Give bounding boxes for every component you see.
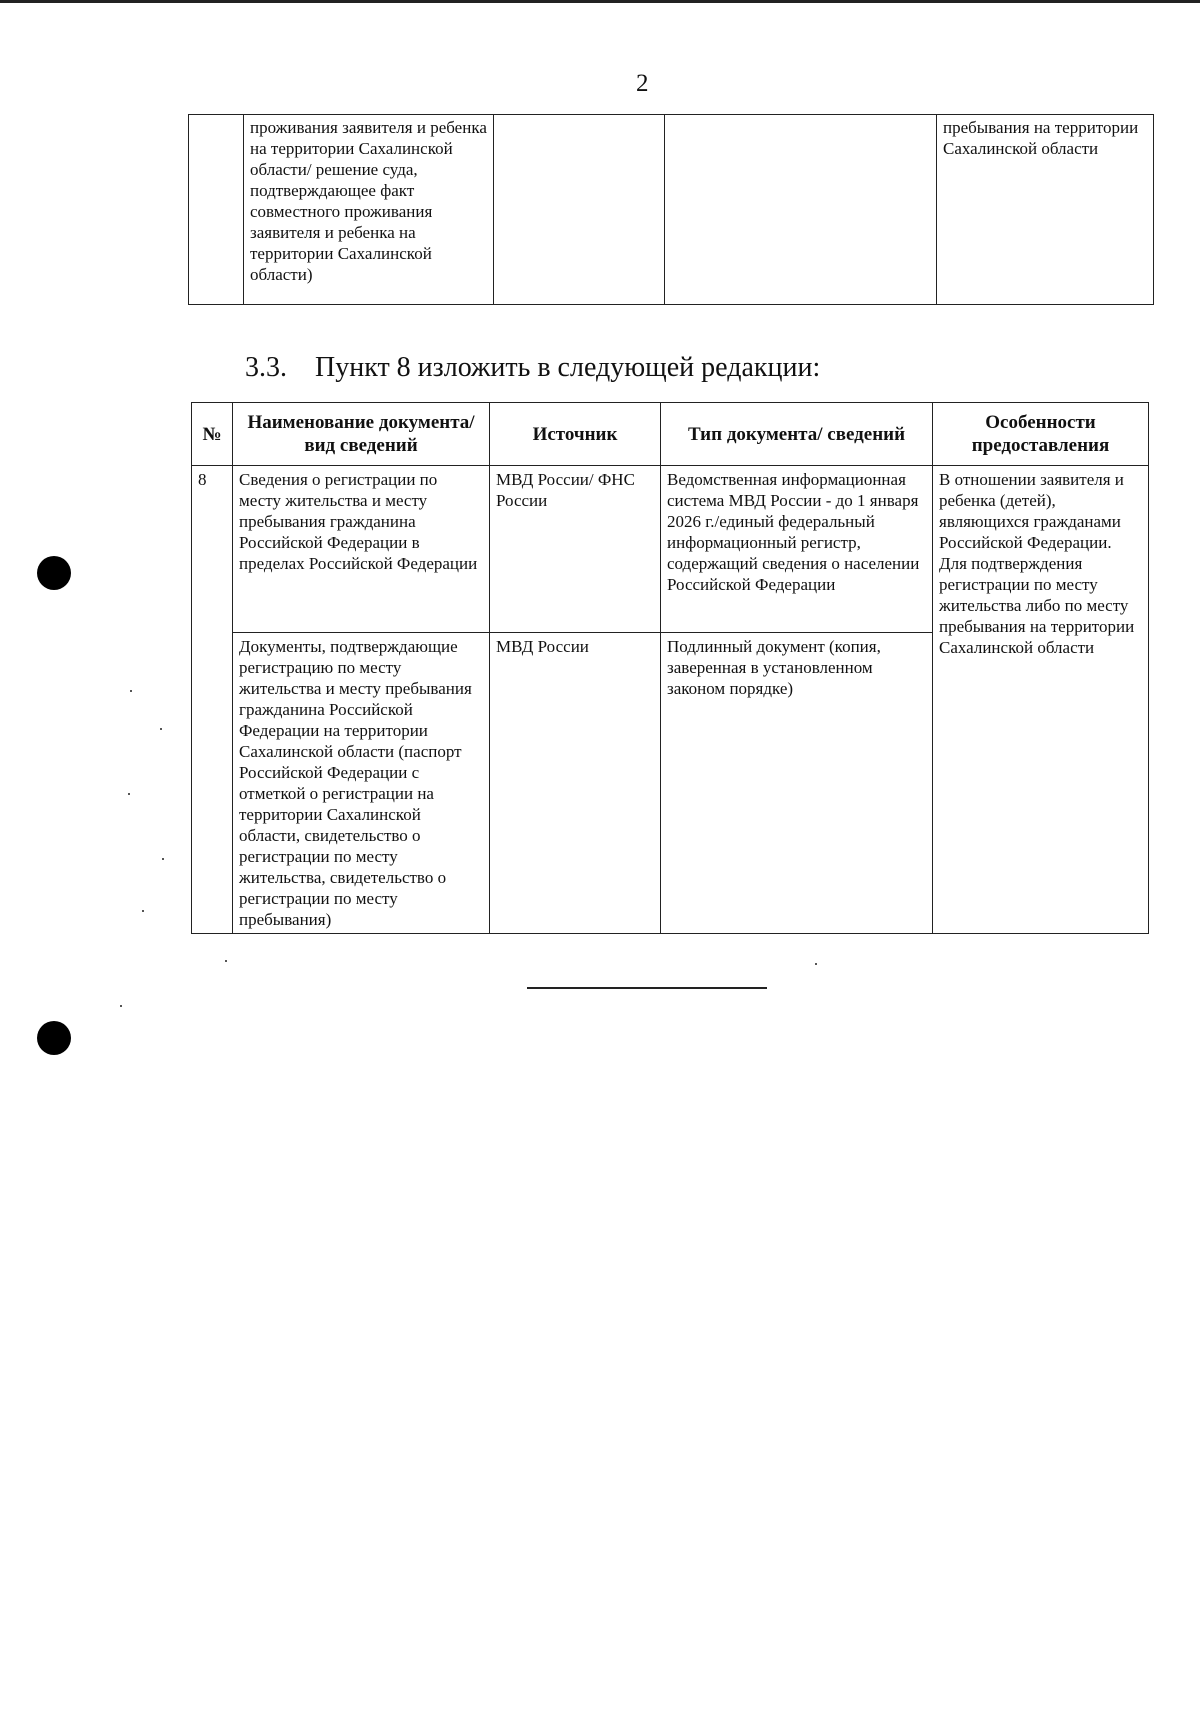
header-source: Источник [490,403,661,466]
scan-speck [142,910,144,912]
row-type: Подлинный документ (копия, заверенная в установленном законом порядке) [661,633,933,934]
row-name: Сведения о регистрации по месту жительства и месту пребывания гражданина Российской Федерации в пределах Российской Федерации [233,466,490,633]
scan-speck [162,858,164,860]
scan-speck [815,963,817,965]
row-name: Документы, подтверждающие регистрацию по месту жительства и месту пребывания гражданина Российской Федерации на территории Сахалинской области (паспорт Российской Федерации с отметкой о регистрации на территории Сахалинской области, свидетельство о регистрации по месту жительства, свидетельство о регистрации по месту пребывания) [233,633,490,934]
row-type: Ведомственная информационная система МВД России - до 1 января 2026 г./единый федеральный информационный регистр, содержащий сведения о населении Российской Федерации [661,466,933,633]
section-number: 3.3. [245,352,287,383]
row-features: В отношении заявителя и ребенка (детей), являющихся гражданами Российской Федерации. Для подтверждения регистрации по месту жительства либо по месту пребывания на территории Сахалинской области [933,466,1149,934]
scan-speck [128,793,130,795]
header-name: Наименование документа/ вид сведений [233,403,490,466]
table-row [192,466,1149,633]
scan-speck [160,728,162,730]
table-cell-number [189,115,244,305]
row-number: 8 [192,466,233,934]
table-cell-type [665,115,937,305]
table-row [189,115,1154,305]
section-heading [245,352,820,384]
header-number: № [192,403,233,466]
scan-speck [120,1005,122,1007]
binder-hole-dot [37,556,71,590]
binder-hole-dot [37,1021,71,1055]
scan-speck [225,960,227,962]
section-title: Пункт 8 изложить в следующей редакции: [315,352,821,383]
header-type: Тип документа/ сведений [661,403,933,466]
closing-rule [527,987,767,989]
continued-table [188,114,1154,305]
table-cell-features: пребывания на территории Сахалинской области [937,115,1154,305]
documents-table [191,402,1149,934]
page-number: 2 [636,70,649,97]
row-source: МВД России [490,633,661,934]
table-cell-source [494,115,665,305]
header-features: Особенности предоставления [933,403,1149,466]
table-cell-name: проживания заявителя и ребенка на территории Сахалинской области/ решение суда, подтверждающее факт совместного проживания заявителя и ребенка на территории Сахалинской области) [244,115,494,305]
row-source: МВД России/ ФНС России [490,466,661,633]
scan-speck [130,690,132,692]
table-header-row [192,403,1149,466]
top-edge-line [0,0,1200,3]
